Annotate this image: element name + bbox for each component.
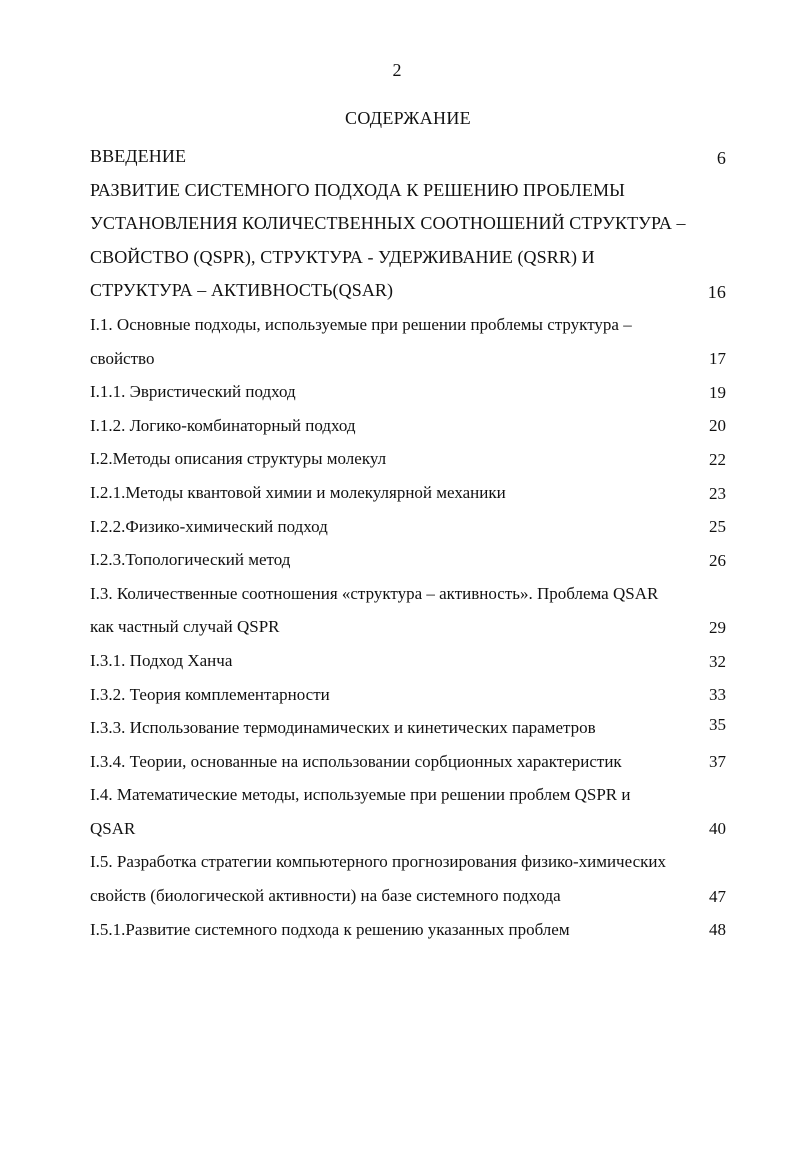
toc-entry <box>90 510 726 544</box>
toc-entry-title: I.5.1.Развитие системного подхода к решению указанных проблем <box>90 919 570 939</box>
toc-entry <box>90 476 726 510</box>
toc-entry <box>90 845 726 912</box>
toc-entry <box>90 140 726 174</box>
toc-entry <box>90 913 726 947</box>
toc-entry-page: 29 <box>709 617 726 637</box>
toc-entry-page: 19 <box>709 382 726 402</box>
toc-entry-title: I.3.4. Теории, основанные на использовании сорбционных характеристик <box>90 751 622 771</box>
toc-entry-page: 16 <box>707 281 726 302</box>
toc-entry-page: 23 <box>709 483 726 503</box>
toc-entry-page: 26 <box>709 550 726 570</box>
toc-entry <box>90 308 726 375</box>
toc-entry-page: 17 <box>709 349 726 369</box>
toc-entry <box>90 778 726 845</box>
toc-entry-title: I.5. Разработка стратегии компьютерного прогнозирования физико-химических свойств (биологической активности) на базе системного подхода <box>90 852 666 906</box>
toc-entry-title: I.1.2. Логико-комбинаторный подход <box>90 415 356 435</box>
toc-entry <box>90 678 726 712</box>
toc-entry-title: I.4. Математические методы, используемые при решении проблем QSPR и QSAR <box>90 785 631 838</box>
toc-entry-page: 35 <box>709 714 726 734</box>
toc-entry-title: I.2.2.Физико-химический подход <box>90 516 328 536</box>
toc-entry-title: I.3.2. Теория комплементарности <box>90 684 330 704</box>
toc-entry-title: РАЗВИТИЕ СИСТЕМНОГО ПОДХОДА К РЕШЕНИЮ ПРОБЛЕМЫ УСТАНОВЛЕНИЯ КОЛИЧЕСТВЕННЫХ СООТНОШЕНИЙ СТРУКТУРА – СВОЙСТВО (QSPR), СТРУКТУРА - УДЕРЖИВАНИЕ (QSRR) И СТРУКТУРА – АКТИВНОСТЬ(QSAR) <box>90 179 686 301</box>
toc-entry <box>90 375 726 409</box>
toc-entry <box>90 577 726 644</box>
toc-entry-page: 32 <box>709 651 726 671</box>
toc-entry-title: I.3.1. Подход Ханча <box>90 650 233 670</box>
toc-entry-page: 22 <box>709 449 726 469</box>
page-number: 2 <box>392 60 402 80</box>
toc-entry-title: ВВЕДЕНИЕ <box>90 146 187 166</box>
toc-entry-page: 6 <box>716 147 726 168</box>
toc-entry-title: I.3.3. Использование термодинамических и кинетических параметров <box>90 718 596 738</box>
toc-entry <box>90 442 726 476</box>
toc-entry-title: I.2.Методы описания структуры молекул <box>90 449 387 469</box>
toc-entry <box>90 409 726 443</box>
toc-entry-page: 25 <box>709 517 726 537</box>
toc-entry-title: I.2.3.Топологический метод <box>90 550 291 570</box>
toc-entry-page: 40 <box>709 819 726 839</box>
toc-entry-page: 20 <box>709 416 726 436</box>
table-of-contents <box>90 140 726 946</box>
toc-entry-page: 48 <box>709 920 726 940</box>
toc-entry-page: 33 <box>709 685 726 705</box>
toc-entry <box>90 644 726 678</box>
toc-entry-title: I.3. Количественные соотношения «структура – активность». Проблема QSAR как частный случай QSPR <box>90 583 659 637</box>
toc-entry <box>90 745 726 779</box>
toc-entry-title: I.1. Основные подходы, используемые при решении проблемы структура – свойство <box>90 314 632 368</box>
toc-entry <box>90 711 726 745</box>
toc-entry-title: I.1.1. Эвристический подход <box>90 382 296 402</box>
toc-entry <box>90 174 726 308</box>
toc-title: СОДЕРЖАНИЕ <box>345 108 471 128</box>
toc-entry-title: I.2.1.Методы квантовой химии и молекулярной механики <box>90 482 506 502</box>
toc-entry <box>90 543 726 577</box>
toc-entry-page: 37 <box>709 752 726 772</box>
toc-entry-page: 47 <box>709 886 726 906</box>
